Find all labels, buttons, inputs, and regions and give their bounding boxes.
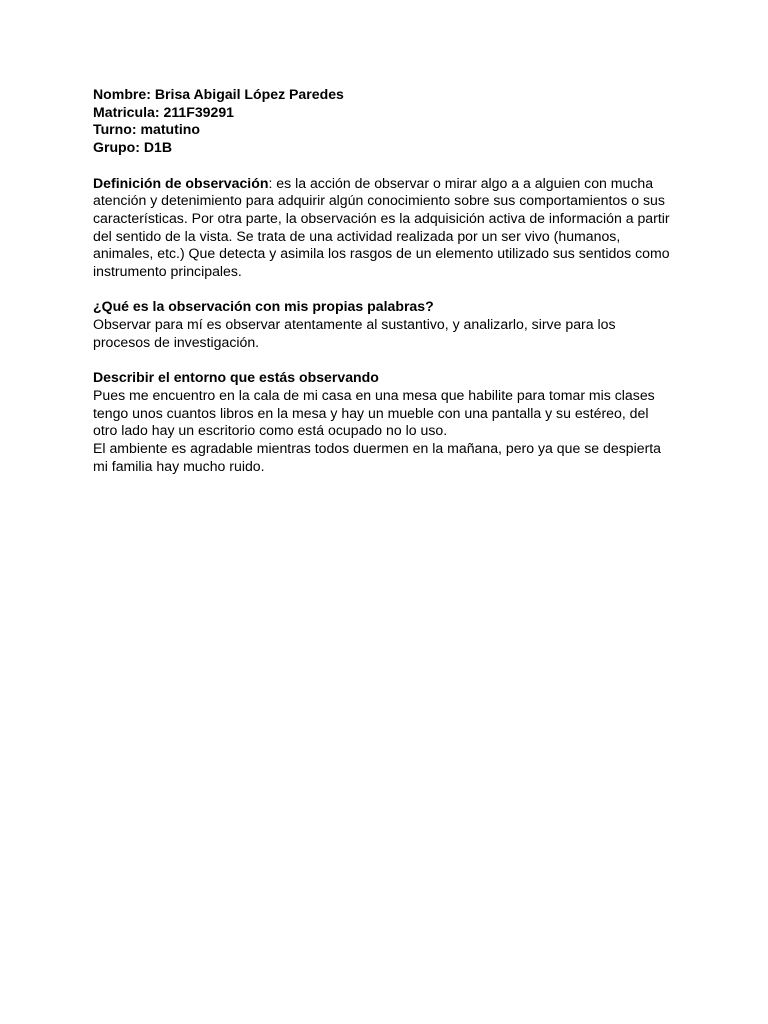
definition-term: Definición de observación [93,174,269,191]
student-shift: Turno: matutino [93,121,200,138]
own-words-heading: ¿Qué es la observación con mis propias palabras? [93,298,434,315]
own-words-text: Observar para mí es observar atentamente al sustantivo, y analizarlo, sirve para los procesos de investigación. [93,316,616,350]
spacer [93,352,676,370]
student-name: Nombre: Brisa Abigail López Paredes [93,86,344,102]
student-id: Matricula: 211F39291 [93,103,235,120]
spacer [93,157,676,175]
environment-paragraph-1: Pues me encuentro en la cala de mi casa en una mesa que habilite para tomar mis clases tengo unos cuantos libros en la mesa y hay un mueble con una pantalla y su estéreo, del otro lado hay un escritorio como está ocupado no lo uso. [93,386,655,439]
spacer [93,281,676,299]
definition-paragraph [93,175,676,281]
student-group: Grupo: D1B [93,139,173,156]
environment-heading: Describir el entorno que estás observando [93,369,379,386]
definition-text: : es la acción de observar o mirar algo a a alguien con mucha atención y detenimiento para adquirir algún conocimiento sobre sus comportamientos o sus características. Por otra parte, la observación es la adquisición activa de información a partir del sentido de la vista. Se trata de una actividad realizada por un ser vivo (humanos, animales, etc.) Que detecta y asimila los rasgos de un elemento utilizado sus sentidos como instrumento principales. [93,174,670,280]
environment-paragraph-2: El ambiente es agradable mientras todos duermen en la mañana, pero ya que se despierta mi familia hay mucho ruido. [93,440,662,474]
